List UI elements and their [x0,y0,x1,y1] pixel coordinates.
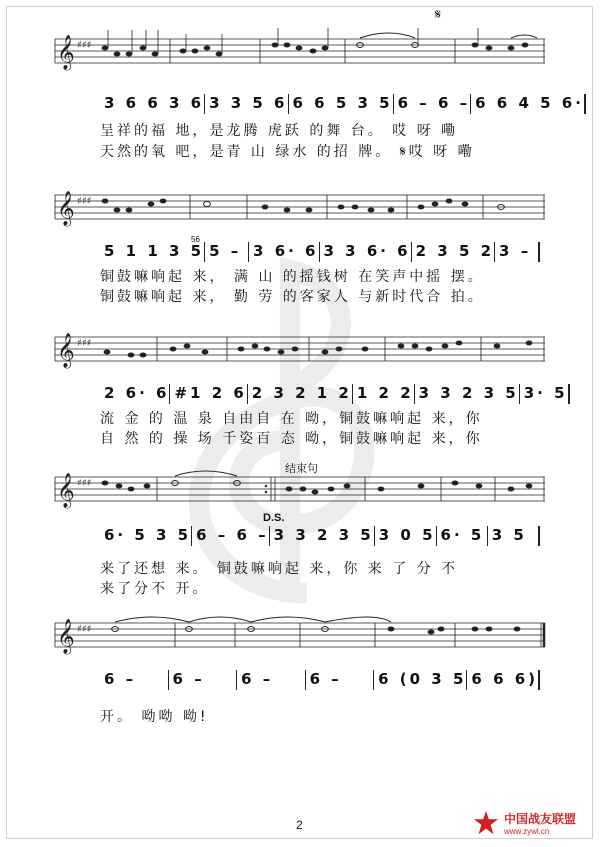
lyric-line: 铜鼓嘛响起 来， 满 山 的摇钱树 在笑声中摇 摆。 [100,269,485,285]
staff-line-group [55,472,545,506]
lyric-line: 开。 呦呦 呦! [100,709,209,725]
svg-text:♯♯♯: ♯♯♯ [77,624,92,635]
segno-mark: 𝄋 [435,6,442,22]
lyric-line: 来了还想 来。 铜鼓嘛响起 来，你 来 了 分 不 [100,561,459,577]
svg-text:𝄞: 𝄞 [57,191,75,226]
jianpu-row-5 [100,670,540,690]
ending-phrase-label: 结束句 [285,463,318,475]
lyric-line: 来了分不 开。 [100,581,210,597]
jianpu-measure: 2 3 2 1 2 [248,384,353,404]
jianpu-measure: 2 6· 6 [100,384,170,404]
logo-text: 中国战友联盟 [504,812,577,826]
jianpu-measure: 6 – [100,670,169,690]
jianpu-measure: 6 – [306,670,375,690]
jianpu-measure: 1 2 2 [353,384,415,404]
jianpu-measure: 3 0 5 [375,526,437,546]
jianpu-measure: 6 – 6 – [192,526,270,546]
jianpu-measure: 6 – 6 – [394,94,472,114]
staff-4-svg [55,472,545,506]
jianpu-measure: #1 2 6 [170,384,247,404]
lyric-line: 流 金 的 温 泉 自由自 在 呦，铜鼓嘛响起 来，你 [100,411,483,427]
site-logo [472,808,590,838]
jianpu-measure: 5 – [205,242,249,262]
staff-3-svg [55,332,545,366]
staff-1-svg [55,34,545,68]
svg-text:♯♯♯: ♯♯♯ [77,338,92,349]
jianpu-measure: 6 – [237,670,306,690]
jianpu-measure: 3 6 6 3 6 [100,94,205,114]
svg-text:♯♯♯: ♯♯♯ [77,196,92,207]
page-number: 2 [296,818,303,832]
lyric-line: 天然的氧 吧，是青 山 绿水 的招 牌。 𝄋哎 呀 嘞 [100,144,475,160]
jianpu-measure: 3 – [495,242,540,262]
svg-text:𝄞: 𝄞 [57,473,75,508]
svg-text:𝄞: 𝄞 [57,35,75,70]
jianpu-row-1 [100,94,584,114]
lyric-line: 铜鼓嘛响起 来， 勤 劳 的客家人 与新时代合 拍。 [100,289,485,305]
svg-text:♯♯♯: ♯♯♯ [77,40,92,51]
jianpu-measure: 3 5 [488,526,540,546]
jianpu-row-2 [100,242,540,262]
jianpu-measure: 3 3 2 3 5 [415,384,520,404]
lyric-line: 自 然 的 操 场 千姿百 态 呦，铜鼓嘛响起 来，你 [100,431,483,447]
star-logo-icon [472,809,500,837]
jianpu-measure: 3 3 6· 6 [320,242,412,262]
svg-text:♯♯♯: ♯♯♯ [77,478,92,489]
jianpu-measure: 6 (0 3 5 [374,670,467,690]
jianpu-measure: 5 1 1 3 5 [100,242,205,262]
jianpu-measure: 6· 5 3 5 [100,526,192,546]
staff-5-svg [55,618,545,652]
jianpu-row-4 [100,526,540,546]
jianpu-measure: 3 3 2 3 5 [270,526,375,546]
jianpu-row-3 [100,384,568,404]
jianpu-measure: 6· 5 [437,526,488,546]
staff-line-group [55,34,545,68]
ds-mark: D.S. [263,512,285,524]
jianpu-measure: 2 3 5 2 [412,242,495,262]
svg-text:𝄞: 𝄞 [57,619,75,654]
jianpu-measure: 3· 5 [520,384,570,404]
tempo-mark: 56 [191,235,200,244]
staff-line-group [55,332,545,366]
staff-line-group [55,618,545,652]
jianpu-measure: 3 6· 6 [249,242,319,262]
svg-text:𝄞: 𝄞 [57,333,75,368]
jianpu-measure: 6 6 4 5 6· [471,94,586,114]
jianpu-measure: 6 6 5 3 5 [289,94,394,114]
logo-url: www.zywl.cn [504,827,550,836]
staff-line-group [55,190,545,224]
jianpu-measure: 6 – [169,670,238,690]
lyric-line: 呈祥的福 地，是龙腾 虎跃 的舞 台。 哎 呀 嘞 [100,123,459,139]
jianpu-measure: 3 3 5 6 [205,94,288,114]
jianpu-measure: 6 6 6) [467,670,540,690]
staff-2-svg [55,190,545,224]
